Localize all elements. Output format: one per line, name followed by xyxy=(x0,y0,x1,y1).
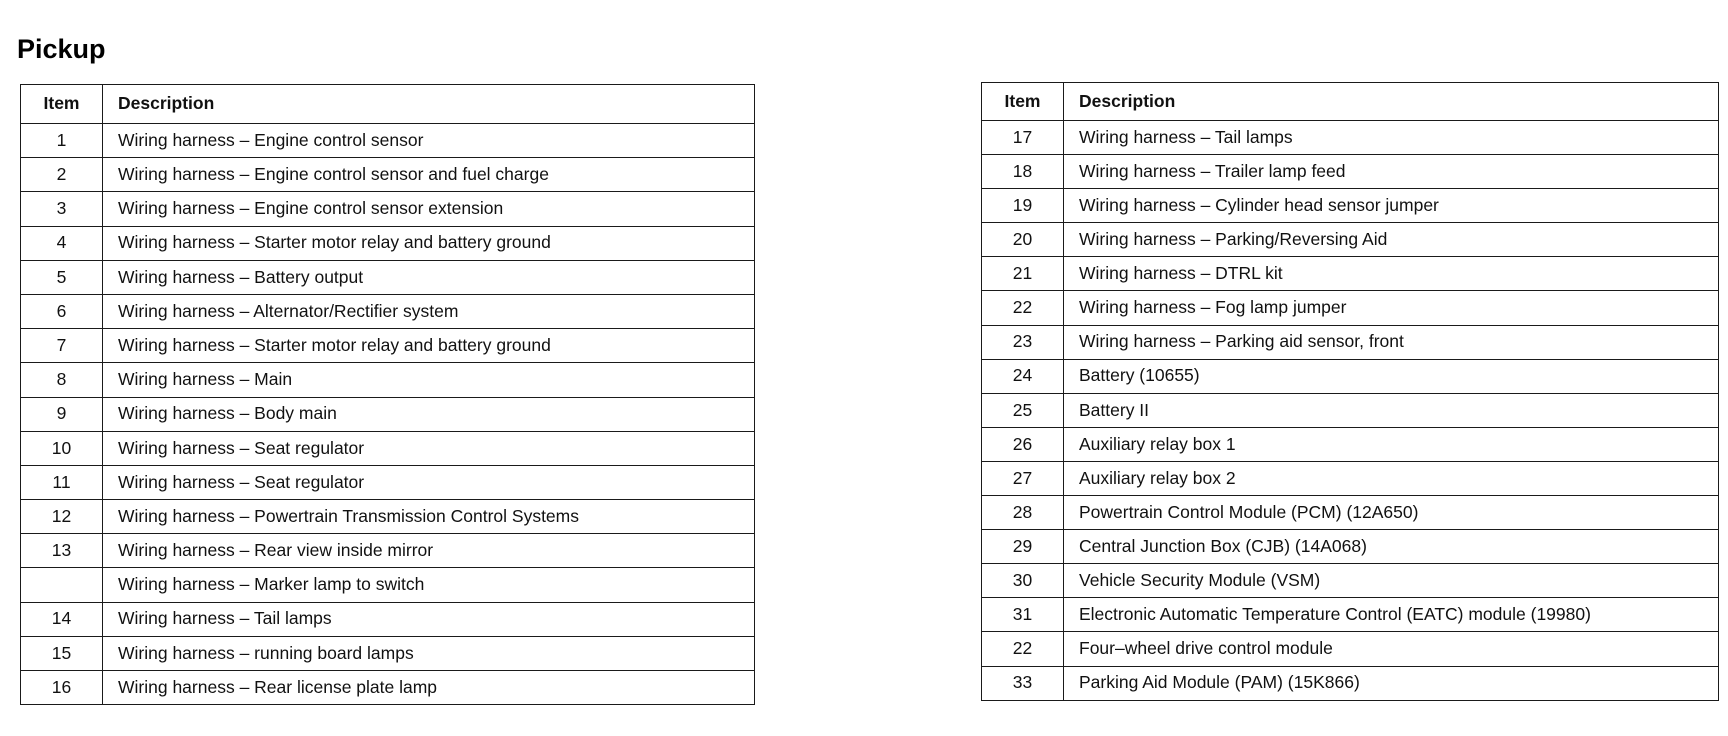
table-row xyxy=(982,325,1719,359)
table-row xyxy=(21,534,755,568)
item-number-cell: 19 xyxy=(982,189,1064,223)
description-cell: Wiring harness – Engine control sensor and fuel charge xyxy=(103,158,755,192)
table-row xyxy=(982,564,1719,598)
item-number-cell xyxy=(21,568,103,602)
item-number-cell: 27 xyxy=(982,461,1064,495)
table-row xyxy=(982,121,1719,155)
table-row xyxy=(982,530,1719,564)
table-row xyxy=(21,671,755,705)
table-row xyxy=(982,189,1719,223)
description-cell: Electronic Automatic Temperature Control (EATC) module (19980) xyxy=(1064,598,1719,632)
description-cell: Battery (10655) xyxy=(1064,359,1719,393)
column-header-description: Description xyxy=(103,85,755,124)
item-number-cell: 4 xyxy=(21,226,103,260)
description-cell: Wiring harness – Alternator/Rectifier system xyxy=(103,294,755,328)
item-number-cell: 17 xyxy=(982,121,1064,155)
description-cell: Wiring harness – Starter motor relay and battery ground xyxy=(103,226,755,260)
description-cell: Vehicle Security Module (VSM) xyxy=(1064,564,1719,598)
item-number-cell: 24 xyxy=(982,359,1064,393)
item-number-cell: 2 xyxy=(21,158,103,192)
table-row xyxy=(21,636,755,670)
description-cell: Wiring harness – Tail lamps xyxy=(1064,121,1719,155)
item-number-cell: 30 xyxy=(982,564,1064,598)
description-cell: Wiring harness – DTRL kit xyxy=(1064,257,1719,291)
item-number-cell: 29 xyxy=(982,530,1064,564)
item-number-cell: 33 xyxy=(982,666,1064,700)
description-cell: Wiring harness – Engine control sensor extension xyxy=(103,192,755,226)
parts-table-right xyxy=(981,82,1719,701)
item-number-cell: 3 xyxy=(21,192,103,226)
table-row xyxy=(21,602,755,636)
parts-table-left xyxy=(20,84,755,705)
description-cell: Parking Aid Module (PAM) (15K866) xyxy=(1064,666,1719,700)
item-number-cell: 1 xyxy=(21,124,103,158)
table-row xyxy=(21,158,755,192)
description-cell: Auxiliary relay box 2 xyxy=(1064,461,1719,495)
item-number-cell: 21 xyxy=(982,257,1064,291)
item-number-cell: 18 xyxy=(982,155,1064,189)
item-number-cell: 11 xyxy=(21,465,103,499)
page-title: Pickup xyxy=(17,34,106,64)
item-number-cell: 7 xyxy=(21,329,103,363)
description-cell: Wiring harness – Rear view inside mirror xyxy=(103,534,755,568)
table-row xyxy=(982,359,1719,393)
item-number-cell: 22 xyxy=(982,632,1064,666)
table-row xyxy=(21,226,755,260)
table-row xyxy=(982,496,1719,530)
description-cell: Wiring harness – Main xyxy=(103,363,755,397)
table-header-row xyxy=(21,85,755,124)
table-row xyxy=(21,329,755,363)
item-number-cell: 23 xyxy=(982,325,1064,359)
item-number-cell: 26 xyxy=(982,427,1064,461)
description-cell: Wiring harness – Engine control sensor xyxy=(103,124,755,158)
item-number-cell: 5 xyxy=(21,260,103,294)
description-cell: Wiring harness – Trailer lamp feed xyxy=(1064,155,1719,189)
table-row xyxy=(21,124,755,158)
item-number-cell: 31 xyxy=(982,598,1064,632)
table-row xyxy=(982,223,1719,257)
table-row xyxy=(21,568,755,602)
column-header-item: Item xyxy=(21,85,103,124)
table-row xyxy=(21,500,755,534)
item-number-cell: 9 xyxy=(21,397,103,431)
table-row xyxy=(21,431,755,465)
table-row xyxy=(982,598,1719,632)
description-cell: Wiring harness – Tail lamps xyxy=(103,602,755,636)
description-cell: Wiring harness – Seat regulator xyxy=(103,431,755,465)
item-number-cell: 25 xyxy=(982,393,1064,427)
description-cell: Wiring harness – Parking/Reversing Aid xyxy=(1064,223,1719,257)
description-cell: Wiring harness – Cylinder head sensor jumper xyxy=(1064,189,1719,223)
description-cell: Wiring harness – Marker lamp to switch xyxy=(103,568,755,602)
table-header-row xyxy=(982,83,1719,121)
table-row xyxy=(982,155,1719,189)
description-cell: Auxiliary relay box 1 xyxy=(1064,427,1719,461)
table-row xyxy=(982,291,1719,325)
column-header-description: Description xyxy=(1064,83,1719,121)
description-cell: Wiring harness – Seat regulator xyxy=(103,465,755,499)
table-row xyxy=(982,393,1719,427)
table-row xyxy=(21,294,755,328)
description-cell: Wiring harness – Parking aid sensor, front xyxy=(1064,325,1719,359)
column-header-item: Item xyxy=(982,83,1064,121)
item-number-cell: 20 xyxy=(982,223,1064,257)
description-cell: Wiring harness – Battery output xyxy=(103,260,755,294)
description-cell: Central Junction Box (CJB) (14A068) xyxy=(1064,530,1719,564)
table-row xyxy=(982,461,1719,495)
item-number-cell: 6 xyxy=(21,294,103,328)
item-number-cell: 13 xyxy=(21,534,103,568)
description-cell: Wiring harness – Rear license plate lamp xyxy=(103,671,755,705)
item-number-cell: 15 xyxy=(21,636,103,670)
item-number-cell: 8 xyxy=(21,363,103,397)
item-number-cell: 10 xyxy=(21,431,103,465)
table-row xyxy=(21,260,755,294)
description-cell: Four–wheel drive control module xyxy=(1064,632,1719,666)
item-number-cell: 12 xyxy=(21,500,103,534)
table-row xyxy=(21,192,755,226)
item-number-cell: 16 xyxy=(21,671,103,705)
table-row xyxy=(21,465,755,499)
table-row xyxy=(982,257,1719,291)
item-number-cell: 14 xyxy=(21,602,103,636)
table-row xyxy=(982,666,1719,700)
description-cell: Wiring harness – Fog lamp jumper xyxy=(1064,291,1719,325)
item-number-cell: 22 xyxy=(982,291,1064,325)
description-cell: Battery II xyxy=(1064,393,1719,427)
description-cell: Wiring harness – Starter motor relay and battery ground xyxy=(103,329,755,363)
description-cell: Wiring harness – Body main xyxy=(103,397,755,431)
table-row xyxy=(982,427,1719,461)
item-number-cell: 28 xyxy=(982,496,1064,530)
table-row xyxy=(982,632,1719,666)
description-cell: Wiring harness – running board lamps xyxy=(103,636,755,670)
description-cell: Wiring harness – Powertrain Transmission Control Systems xyxy=(103,500,755,534)
table-row xyxy=(21,397,755,431)
table-row xyxy=(21,363,755,397)
description-cell: Powertrain Control Module (PCM) (12A650) xyxy=(1064,496,1719,530)
